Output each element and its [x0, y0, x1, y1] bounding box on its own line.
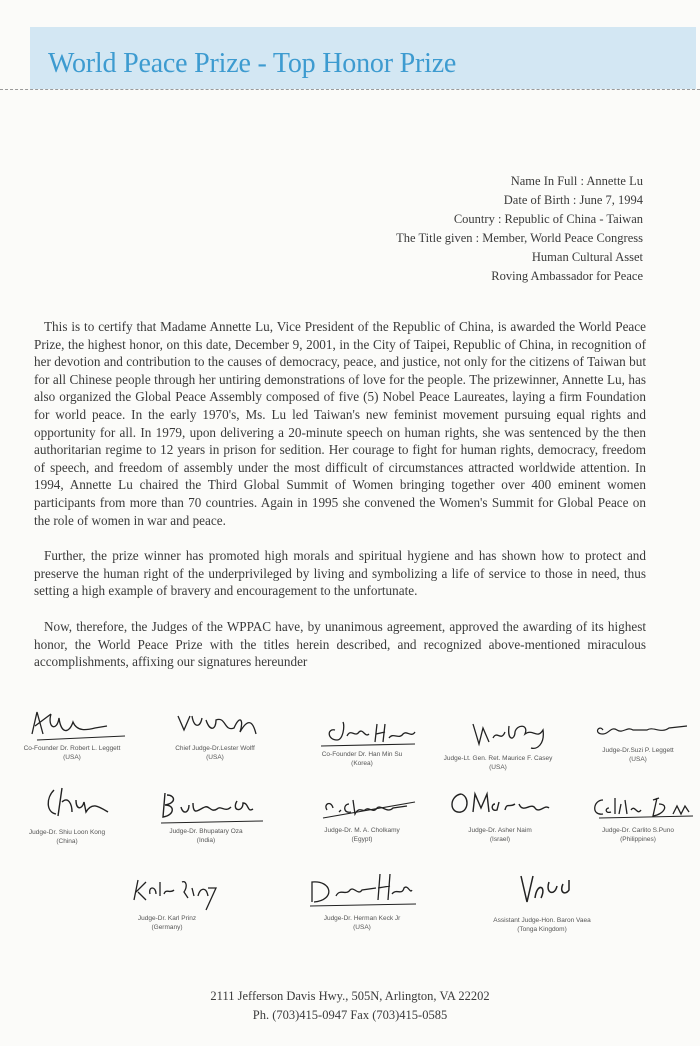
info-title: The Title given : Member, World Peace Congress: [396, 231, 643, 245]
certificate-body: [34, 318, 646, 689]
signatory-role: Judge-Dr. Herman Keck Jr: [323, 915, 401, 922]
signature-block: [0, 704, 152, 762]
info-title-2: Human Cultural Asset: [531, 250, 643, 264]
signatory-country: (Philippines): [620, 836, 656, 843]
signatory-role: Co-Founder Dr. Han Min Su: [321, 751, 403, 758]
signature-block: [126, 785, 286, 845]
signatory-country: (China): [56, 838, 78, 845]
handwritten-signature: [477, 862, 607, 916]
contact-footer: [0, 987, 700, 1025]
signatory-country: (USA): [206, 754, 224, 761]
info-title-3: Roving Ambassador for Peace: [491, 269, 643, 283]
signature-block: [135, 706, 295, 762]
signature-block: [0, 782, 147, 846]
signatory-role: Judge-Dr. Shiu Loon Kong: [28, 829, 106, 836]
signatory-country: (USA): [63, 754, 81, 761]
signatory-role: Co-Founder Dr. Robert L. Leggett: [23, 745, 121, 752]
signatory-role: Judge-Dr. Carlito S.Puno: [602, 827, 674, 834]
signatory-country: (Korea): [351, 760, 373, 767]
signatory-role: Judge-Dr. Bhupatary Oza: [169, 828, 243, 835]
handwritten-signature: [433, 714, 563, 754]
handwritten-signature: [102, 866, 232, 914]
handwritten-signature: [292, 866, 432, 914]
signatory-country: (Egypt): [351, 836, 373, 843]
paragraph-3: Now, therefore, the Judges of the WPPAC have, by unanimous agreement, approved the awarding of its highest honor, the World Peace Prize with the titles herein described, and recognized above-mentioned miraculous accomplishments, affixing our signatures hereunder: [34, 618, 646, 670]
info-country: Country : Republic of China - Taiwan: [453, 212, 643, 226]
signatory-role: Judge-Dr. Asher Naim: [468, 827, 532, 834]
handwritten-signature: [297, 790, 427, 826]
handwritten-signature: [150, 706, 280, 744]
handwritten-signature: [573, 716, 700, 746]
signature-block: [418, 714, 578, 772]
paragraph-1: This is to certify that Madame Annette Lu, Vice President of the Republic of China, is awarded the World Peace Prize, the highest honor, on this date, December 9, 2001, in the City of Taipei, Republic of China, in recognition of her devotion and contribution to the causes of democracy, peace, and justice, not only for the citizens of Taiwan but for all Chinese people through her untiring demonstrations of love for the people. The prizewinner, Annette Lu, has also organized the Global Peace Assembly composed of five (5) Nobel Peace Laureates, laying a firm Foundation for world peace. In the early 1970's, Ms. Lu led Taiwan's new feminist movement pursuing equal rights and opportunity for all. In 1979, upon delivering a 20-minute speech on human rights, she was sentenced by the then authoritarian regime to 12 years in prison for sedition. Her courage to fight for human rights, democracy, freedom of speech, and freedom of assembly under the most difficult of circumstances attracted worldwide attention. In 1994, Annette Lu chaired the Third Global Summit of Women bringing together over 400 eminent women participants from more than 70 countries. Again in 1995 she convened the Women's Summit for Global Peace on the role of women in war and peace.: [34, 319, 646, 528]
handwritten-signature: [131, 785, 281, 827]
signatory-country: (Tonga Kingdom): [517, 926, 567, 933]
signature-block: [282, 790, 442, 844]
signatory-country: (USA): [489, 764, 507, 771]
recipient-info: [396, 172, 643, 286]
paragraph-2: Further, the prize winner has promoted high morals and spiritual hygiene and has shown how to protect and preserve the human right of the underprivileged by living and symbolizing a life of service to those in need, thus setting a high example of bravery and encouragement to the unfortunate.: [34, 548, 646, 599]
handwritten-signature: [2, 782, 132, 828]
signatory-role: Judge-Lt. Gen. Ret. Maurice F. Casey: [443, 755, 553, 762]
signatory-role: Chief Judge-Dr.Lester Wolff: [175, 745, 255, 752]
signatory-country: (Germany): [151, 924, 183, 931]
signatory-role: Judge-Dr. Karl Prinz: [137, 915, 197, 922]
footer-address: 2111 Jefferson Davis Hwy., 505N, Arlington, VA 22202: [210, 989, 490, 1003]
handwritten-signature: [7, 704, 137, 744]
info-name: Name In Full : Annette Lu: [510, 174, 643, 188]
header-divider: [0, 89, 700, 90]
footer-phone: Ph. (703)415-0947 Fax (703)415-0585: [252, 1008, 448, 1022]
handwritten-signature: [573, 790, 700, 826]
signatory-country: (Israel): [489, 836, 511, 843]
signature-block: [558, 790, 700, 844]
signature-block: [420, 784, 580, 844]
info-dob: Date of Birth : June 7, 1994: [503, 193, 643, 207]
signature-block: [558, 716, 700, 764]
signatory-role: Judge-Dr.Suzi P. Leggett: [602, 747, 674, 754]
signature-block: [87, 866, 247, 932]
signature-block: [282, 866, 442, 932]
handwritten-signature: [435, 784, 565, 826]
signatory-country: (India): [196, 837, 216, 844]
signature-block: [462, 862, 622, 934]
page-title: World Peace Prize - Top Honor Prize: [48, 48, 457, 79]
signatory-country: (USA): [629, 756, 647, 763]
signatory-role: Assistant Judge-Hon. Baron Vaea: [493, 917, 591, 924]
signatory-country: (USA): [353, 924, 371, 931]
handwritten-signature: [297, 712, 427, 750]
signatory-role: Judge-Dr. M. A. Cholkamy: [324, 827, 400, 834]
